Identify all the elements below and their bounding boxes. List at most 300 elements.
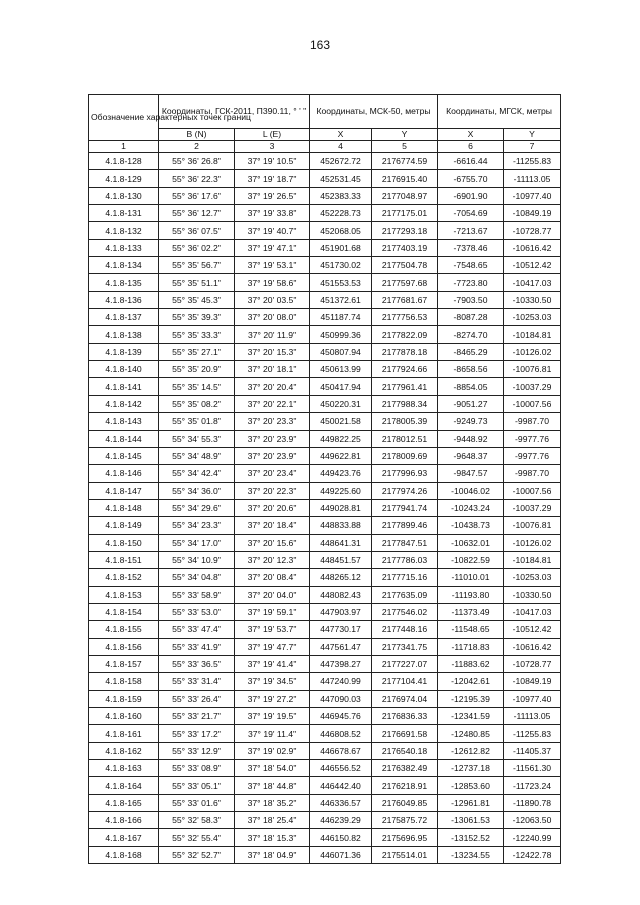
mgsk-x-cell: -12961.81: [438, 794, 504, 811]
point-id-cell: 4.1.8-135: [89, 274, 159, 291]
header-sub-mgsk-y: Y: [504, 129, 561, 141]
msk-y-cell: 2177635.09: [372, 586, 438, 603]
mgsk-y-cell: -11405.37: [504, 742, 561, 759]
longitude-cell: 37° 19' 53.7": [235, 621, 310, 638]
mgsk-y-cell: -11113.05: [504, 170, 561, 187]
msk-x-cell: 450807.94: [310, 343, 372, 360]
mgsk-x-cell: -11373.49: [438, 603, 504, 620]
msk-x-cell: 450220.31: [310, 395, 372, 412]
msk-y-cell: 2177403.19: [372, 239, 438, 256]
msk-x-cell: 446150.82: [310, 829, 372, 846]
table-row: [89, 794, 561, 811]
longitude-cell: 37° 20' 03.5": [235, 291, 310, 308]
header-sub-mgsk-x: X: [438, 129, 504, 141]
latitude-cell: 55° 36' 12.7": [159, 205, 235, 222]
table-row: [89, 274, 561, 291]
column-index: 4: [310, 141, 372, 153]
longitude-cell: 37° 20' 20.4": [235, 378, 310, 395]
msk-y-cell: 2177924.66: [372, 361, 438, 378]
mgsk-x-cell: -8658.56: [438, 361, 504, 378]
msk-x-cell: 452068.05: [310, 222, 372, 239]
mgsk-y-cell: -10253.03: [504, 569, 561, 586]
table-row: [89, 690, 561, 707]
msk-x-cell: 447561.47: [310, 638, 372, 655]
mgsk-y-cell: -9987.70: [504, 413, 561, 430]
mgsk-y-cell: -10849.19: [504, 205, 561, 222]
point-id-cell: 4.1.8-157: [89, 655, 159, 672]
msk-x-cell: 446336.57: [310, 794, 372, 811]
longitude-cell: 37° 20' 12.3": [235, 551, 310, 568]
mgsk-y-cell: -10330.50: [504, 291, 561, 308]
msk-y-cell: 2177996.93: [372, 465, 438, 482]
mgsk-x-cell: -11718.83: [438, 638, 504, 655]
table-row: [89, 621, 561, 638]
mgsk-x-cell: -6616.44: [438, 153, 504, 170]
table-row: [89, 638, 561, 655]
header-msk-coordinates: Координаты, МСК-50, метры: [310, 95, 438, 129]
msk-y-cell: 2177786.03: [372, 551, 438, 568]
msk-y-cell: 2177546.02: [372, 603, 438, 620]
mgsk-x-cell: -9249.73: [438, 413, 504, 430]
longitude-cell: 37° 20' 23.3": [235, 413, 310, 430]
point-id-cell: 4.1.8-143: [89, 413, 159, 430]
point-id-cell: 4.1.8-165: [89, 794, 159, 811]
msk-x-cell: 448833.88: [310, 517, 372, 534]
longitude-cell: 37° 19' 26.5": [235, 187, 310, 204]
mgsk-y-cell: -10977.40: [504, 187, 561, 204]
msk-x-cell: 447240.99: [310, 673, 372, 690]
mgsk-y-cell: -10616.42: [504, 638, 561, 655]
msk-x-cell: 449822.25: [310, 430, 372, 447]
latitude-cell: 55° 34' 48.9": [159, 447, 235, 464]
msk-x-cell: 449622.81: [310, 447, 372, 464]
latitude-cell: 55° 34' 29.6": [159, 499, 235, 516]
msk-y-cell: 2176836.33: [372, 708, 438, 725]
latitude-cell: 55° 36' 07.5": [159, 222, 235, 239]
longitude-cell: 37° 18' 25.4": [235, 812, 310, 829]
mgsk-x-cell: -6755.70: [438, 170, 504, 187]
longitude-cell: 37° 19' 59.1": [235, 603, 310, 620]
point-id-cell: 4.1.8-149: [89, 517, 159, 534]
table-row: [89, 257, 561, 274]
point-id-cell: 4.1.8-132: [89, 222, 159, 239]
mgsk-x-cell: -9648.37: [438, 447, 504, 464]
table-row: [89, 413, 561, 430]
msk-y-cell: 2177227.07: [372, 655, 438, 672]
table-row: [89, 291, 561, 308]
mgsk-y-cell: -10007.56: [504, 395, 561, 412]
longitude-cell: 37° 20' 08.4": [235, 569, 310, 586]
longitude-cell: 37° 19' 19.5": [235, 708, 310, 725]
point-id-cell: 4.1.8-160: [89, 708, 159, 725]
latitude-cell: 55° 33' 17.2": [159, 725, 235, 742]
table-row: [89, 465, 561, 482]
longitude-cell: 37° 20' 11.9": [235, 326, 310, 343]
msk-y-cell: 2177899.46: [372, 517, 438, 534]
coordinates-table: [88, 94, 561, 864]
msk-x-cell: 452228.73: [310, 205, 372, 222]
mgsk-x-cell: -8087.28: [438, 309, 504, 326]
table-row: [89, 361, 561, 378]
msk-x-cell: 447730.17: [310, 621, 372, 638]
msk-y-cell: 2177175.01: [372, 205, 438, 222]
longitude-cell: 37° 20' 15.6": [235, 534, 310, 551]
latitude-cell: 55° 33' 01.6": [159, 794, 235, 811]
msk-x-cell: 449028.81: [310, 499, 372, 516]
point-id-cell: 4.1.8-128: [89, 153, 159, 170]
latitude-cell: 55° 33' 47.4": [159, 621, 235, 638]
mgsk-x-cell: -10438.73: [438, 517, 504, 534]
msk-y-cell: 2177974.26: [372, 482, 438, 499]
longitude-cell: 37° 19' 02.9": [235, 742, 310, 759]
msk-y-cell: 2178012.51: [372, 430, 438, 447]
mgsk-y-cell: -12063.50: [504, 812, 561, 829]
header-sub-msk-y: Y: [372, 129, 438, 141]
table-header: [89, 95, 561, 153]
table-row: [89, 569, 561, 586]
msk-y-cell: 2175875.72: [372, 812, 438, 829]
latitude-cell: 55° 34' 10.9": [159, 551, 235, 568]
msk-y-cell: 2177293.18: [372, 222, 438, 239]
mgsk-x-cell: -6901.90: [438, 187, 504, 204]
msk-x-cell: 446071.36: [310, 846, 372, 863]
latitude-cell: 55° 35' 56.7": [159, 257, 235, 274]
mgsk-y-cell: -11561.30: [504, 760, 561, 777]
mgsk-x-cell: -11193.80: [438, 586, 504, 603]
point-id-cell: 4.1.8-129: [89, 170, 159, 187]
latitude-cell: 55° 35' 08.2": [159, 395, 235, 412]
msk-y-cell: 2177048.97: [372, 187, 438, 204]
msk-x-cell: 451730.02: [310, 257, 372, 274]
latitude-cell: 55° 33' 12.9": [159, 742, 235, 759]
table-row: [89, 378, 561, 395]
point-id-cell: 4.1.8-164: [89, 777, 159, 794]
table-row: [89, 603, 561, 620]
mgsk-x-cell: -8854.05: [438, 378, 504, 395]
mgsk-y-cell: -10728.77: [504, 222, 561, 239]
point-id-cell: 4.1.8-148: [89, 499, 159, 516]
msk-y-cell: 2177961.41: [372, 378, 438, 395]
msk-y-cell: 2176691.58: [372, 725, 438, 742]
msk-x-cell: 449225.60: [310, 482, 372, 499]
longitude-cell: 37° 19' 47.1": [235, 239, 310, 256]
point-id-cell: 4.1.8-167: [89, 829, 159, 846]
mgsk-x-cell: -12195.39: [438, 690, 504, 707]
point-id-cell: 4.1.8-151: [89, 551, 159, 568]
latitude-cell: 55° 33' 31.4": [159, 673, 235, 690]
msk-x-cell: 447903.97: [310, 603, 372, 620]
msk-y-cell: 2176218.91: [372, 777, 438, 794]
latitude-cell: 55° 32' 58.3": [159, 812, 235, 829]
point-id-cell: 4.1.8-163: [89, 760, 159, 777]
mgsk-x-cell: -12480.85: [438, 725, 504, 742]
point-id-cell: 4.1.8-166: [89, 812, 159, 829]
longitude-cell: 37° 19' 58.6": [235, 274, 310, 291]
table-row: [89, 170, 561, 187]
mgsk-y-cell: -11113.05: [504, 708, 561, 725]
table-row: [89, 187, 561, 204]
longitude-cell: 37° 18' 35.2": [235, 794, 310, 811]
latitude-cell: 55° 35' 33.3": [159, 326, 235, 343]
msk-x-cell: 448082.43: [310, 586, 372, 603]
mgsk-x-cell: -13234.55: [438, 846, 504, 863]
msk-y-cell: 2177104.41: [372, 673, 438, 690]
latitude-cell: 55° 33' 41.9": [159, 638, 235, 655]
table-row: [89, 586, 561, 603]
point-id-cell: 4.1.8-159: [89, 690, 159, 707]
msk-y-cell: 2177988.34: [372, 395, 438, 412]
mgsk-y-cell: -10728.77: [504, 655, 561, 672]
mgsk-y-cell: -10126.02: [504, 343, 561, 360]
latitude-cell: 55° 36' 17.6": [159, 187, 235, 204]
mgsk-x-cell: -12042.61: [438, 673, 504, 690]
table-row: [89, 812, 561, 829]
mgsk-x-cell: -12853.60: [438, 777, 504, 794]
longitude-cell: 37° 20' 18.4": [235, 517, 310, 534]
mgsk-y-cell: -10977.40: [504, 690, 561, 707]
msk-y-cell: 2177448.16: [372, 621, 438, 638]
msk-x-cell: 450021.58: [310, 413, 372, 430]
point-id-cell: 4.1.8-153: [89, 586, 159, 603]
longitude-cell: 37° 20' 15.3": [235, 343, 310, 360]
mgsk-x-cell: -10632.01: [438, 534, 504, 551]
msk-y-cell: 2176974.04: [372, 690, 438, 707]
msk-x-cell: 447090.03: [310, 690, 372, 707]
mgsk-x-cell: -12341.59: [438, 708, 504, 725]
point-id-cell: 4.1.8-150: [89, 534, 159, 551]
point-id-cell: 4.1.8-144: [89, 430, 159, 447]
table-row: [89, 655, 561, 672]
mgsk-x-cell: -12737.18: [438, 760, 504, 777]
latitude-cell: 55° 35' 51.1": [159, 274, 235, 291]
table-row: [89, 482, 561, 499]
longitude-cell: 37° 20' 20.6": [235, 499, 310, 516]
msk-x-cell: 452531.45: [310, 170, 372, 187]
msk-y-cell: 2176774.59: [372, 153, 438, 170]
msk-x-cell: 446808.52: [310, 725, 372, 742]
table-row: [89, 708, 561, 725]
table-row: [89, 499, 561, 516]
mgsk-y-cell: -10512.42: [504, 257, 561, 274]
msk-x-cell: 446945.76: [310, 708, 372, 725]
msk-x-cell: 451187.74: [310, 309, 372, 326]
table-row: [89, 326, 561, 343]
latitude-cell: 55° 34' 04.8": [159, 569, 235, 586]
table-row: [89, 309, 561, 326]
latitude-cell: 55° 35' 27.1": [159, 343, 235, 360]
table-row: [89, 239, 561, 256]
mgsk-x-cell: -10046.02: [438, 482, 504, 499]
point-id-cell: 4.1.8-168: [89, 846, 159, 863]
mgsk-y-cell: -10037.29: [504, 499, 561, 516]
longitude-cell: 37° 20' 22.1": [235, 395, 310, 412]
table-row: [89, 742, 561, 759]
mgsk-x-cell: -7378.46: [438, 239, 504, 256]
header-mgsk-coordinates: Координаты, МГСК, метры: [438, 95, 561, 129]
longitude-cell: 37° 18' 15.3": [235, 829, 310, 846]
msk-x-cell: 450417.94: [310, 378, 372, 395]
latitude-cell: 55° 34' 36.0": [159, 482, 235, 499]
column-index: 7: [504, 141, 561, 153]
mgsk-x-cell: -10243.24: [438, 499, 504, 516]
msk-y-cell: 2178005.39: [372, 413, 438, 430]
longitude-cell: 37° 19' 27.2": [235, 690, 310, 707]
point-id-cell: 4.1.8-137: [89, 309, 159, 326]
longitude-cell: 37° 18' 54.0": [235, 760, 310, 777]
latitude-cell: 55° 36' 22.3": [159, 170, 235, 187]
mgsk-y-cell: -12422.78: [504, 846, 561, 863]
msk-x-cell: 451901.68: [310, 239, 372, 256]
table-row: [89, 760, 561, 777]
column-index: 2: [159, 141, 235, 153]
latitude-cell: 55° 35' 20.9": [159, 361, 235, 378]
table-row: [89, 777, 561, 794]
msk-y-cell: 2176049.85: [372, 794, 438, 811]
table-row: [89, 829, 561, 846]
msk-y-cell: 2175696.95: [372, 829, 438, 846]
mgsk-y-cell: -12240.99: [504, 829, 561, 846]
point-id-cell: 4.1.8-139: [89, 343, 159, 360]
table-row: [89, 205, 561, 222]
msk-x-cell: 450999.36: [310, 326, 372, 343]
longitude-cell: 37° 19' 33.8": [235, 205, 310, 222]
msk-y-cell: 2177878.18: [372, 343, 438, 360]
mgsk-x-cell: -7213.67: [438, 222, 504, 239]
latitude-cell: 55° 35' 01.8": [159, 413, 235, 430]
mgsk-x-cell: -11010.01: [438, 569, 504, 586]
mgsk-y-cell: -11890.78: [504, 794, 561, 811]
mgsk-x-cell: -10822.59: [438, 551, 504, 568]
mgsk-y-cell: -11255.83: [504, 725, 561, 742]
mgsk-y-cell: -11723.24: [504, 777, 561, 794]
mgsk-y-cell: -10037.29: [504, 378, 561, 395]
longitude-cell: 37° 19' 53.1": [235, 257, 310, 274]
longitude-cell: 37° 19' 10.5": [235, 153, 310, 170]
point-id-cell: 4.1.8-146: [89, 465, 159, 482]
table-row: [89, 534, 561, 551]
mgsk-x-cell: -9051.27: [438, 395, 504, 412]
mgsk-y-cell: -10849.19: [504, 673, 561, 690]
header-sub-l: L (E): [235, 129, 310, 141]
msk-y-cell: 2175514.01: [372, 846, 438, 863]
mgsk-x-cell: -9847.57: [438, 465, 504, 482]
latitude-cell: 55° 33' 21.7": [159, 708, 235, 725]
msk-y-cell: 2178009.69: [372, 447, 438, 464]
column-index: 6: [438, 141, 504, 153]
header-point-designation: Обозначение характерных точек границ: [89, 95, 159, 141]
mgsk-y-cell: -10616.42: [504, 239, 561, 256]
latitude-cell: 55° 33' 53.0": [159, 603, 235, 620]
latitude-cell: 55° 34' 42.4": [159, 465, 235, 482]
mgsk-y-cell: -9987.70: [504, 465, 561, 482]
msk-x-cell: 446556.52: [310, 760, 372, 777]
table-row: [89, 551, 561, 568]
table-row: [89, 153, 561, 170]
mgsk-x-cell: -9448.92: [438, 430, 504, 447]
msk-x-cell: 447398.27: [310, 655, 372, 672]
msk-y-cell: 2177756.53: [372, 309, 438, 326]
table-row: [89, 343, 561, 360]
msk-y-cell: 2177341.75: [372, 638, 438, 655]
point-id-cell: 4.1.8-130: [89, 187, 159, 204]
mgsk-x-cell: -13061.53: [438, 812, 504, 829]
latitude-cell: 55° 32' 52.7": [159, 846, 235, 863]
header-gsk-coordinates: Координаты, ГСК-2011, П390.11, ° ' ": [159, 95, 310, 129]
column-index: 1: [89, 141, 159, 153]
latitude-cell: 55° 33' 08.9": [159, 760, 235, 777]
latitude-cell: 55° 34' 55.3": [159, 430, 235, 447]
mgsk-y-cell: -10253.03: [504, 309, 561, 326]
mgsk-y-cell: -10126.02: [504, 534, 561, 551]
page-number: 163: [309, 38, 331, 52]
msk-y-cell: 2177822.09: [372, 326, 438, 343]
point-id-cell: 4.1.8-138: [89, 326, 159, 343]
mgsk-x-cell: -8465.29: [438, 343, 504, 360]
longitude-cell: 37° 19' 34.5": [235, 673, 310, 690]
point-id-cell: 4.1.8-141: [89, 378, 159, 395]
mgsk-x-cell: -7548.65: [438, 257, 504, 274]
mgsk-y-cell: -10417.03: [504, 603, 561, 620]
msk-x-cell: 451372.61: [310, 291, 372, 308]
longitude-cell: 37° 20' 18.1": [235, 361, 310, 378]
msk-x-cell: 451553.53: [310, 274, 372, 291]
mgsk-y-cell: -9977.76: [504, 430, 561, 447]
table-row: [89, 725, 561, 742]
msk-y-cell: 2177597.68: [372, 274, 438, 291]
latitude-cell: 55° 34' 17.0": [159, 534, 235, 551]
point-id-cell: 4.1.8-142: [89, 395, 159, 412]
msk-y-cell: 2176915.40: [372, 170, 438, 187]
latitude-cell: 55° 34' 23.3": [159, 517, 235, 534]
latitude-cell: 55° 35' 45.3": [159, 291, 235, 308]
point-id-cell: 4.1.8-145: [89, 447, 159, 464]
mgsk-x-cell: -8274.70: [438, 326, 504, 343]
mgsk-y-cell: -10184.81: [504, 326, 561, 343]
msk-y-cell: 2177681.67: [372, 291, 438, 308]
table-row: [89, 395, 561, 412]
latitude-cell: 55° 33' 36.5": [159, 655, 235, 672]
msk-y-cell: 2177715.16: [372, 569, 438, 586]
point-id-cell: 4.1.8-133: [89, 239, 159, 256]
msk-x-cell: 448451.57: [310, 551, 372, 568]
latitude-cell: 55° 35' 39.3": [159, 309, 235, 326]
longitude-cell: 37° 20' 23.9": [235, 430, 310, 447]
mgsk-y-cell: -10512.42: [504, 621, 561, 638]
point-id-cell: 4.1.8-154: [89, 603, 159, 620]
longitude-cell: 37° 18' 44.8": [235, 777, 310, 794]
point-id-cell: 4.1.8-156: [89, 638, 159, 655]
latitude-cell: 55° 32' 55.4": [159, 829, 235, 846]
table-row: [89, 430, 561, 447]
longitude-cell: 37° 19' 11.4": [235, 725, 310, 742]
header-sub-b: B (N): [159, 129, 235, 141]
msk-x-cell: 450613.99: [310, 361, 372, 378]
longitude-cell: 37° 20' 22.3": [235, 482, 310, 499]
table-row: [89, 222, 561, 239]
latitude-cell: 55° 35' 14.5": [159, 378, 235, 395]
mgsk-x-cell: -7054.69: [438, 205, 504, 222]
longitude-cell: 37° 20' 23.9": [235, 447, 310, 464]
point-id-cell: 4.1.8-162: [89, 742, 159, 759]
point-id-cell: 4.1.8-134: [89, 257, 159, 274]
msk-y-cell: 2176540.18: [372, 742, 438, 759]
mgsk-y-cell: -10417.03: [504, 274, 561, 291]
mgsk-y-cell: -11255.83: [504, 153, 561, 170]
point-id-cell: 4.1.8-131: [89, 205, 159, 222]
table-body: [89, 153, 561, 864]
point-id-cell: 4.1.8-140: [89, 361, 159, 378]
msk-y-cell: 2176382.49: [372, 760, 438, 777]
